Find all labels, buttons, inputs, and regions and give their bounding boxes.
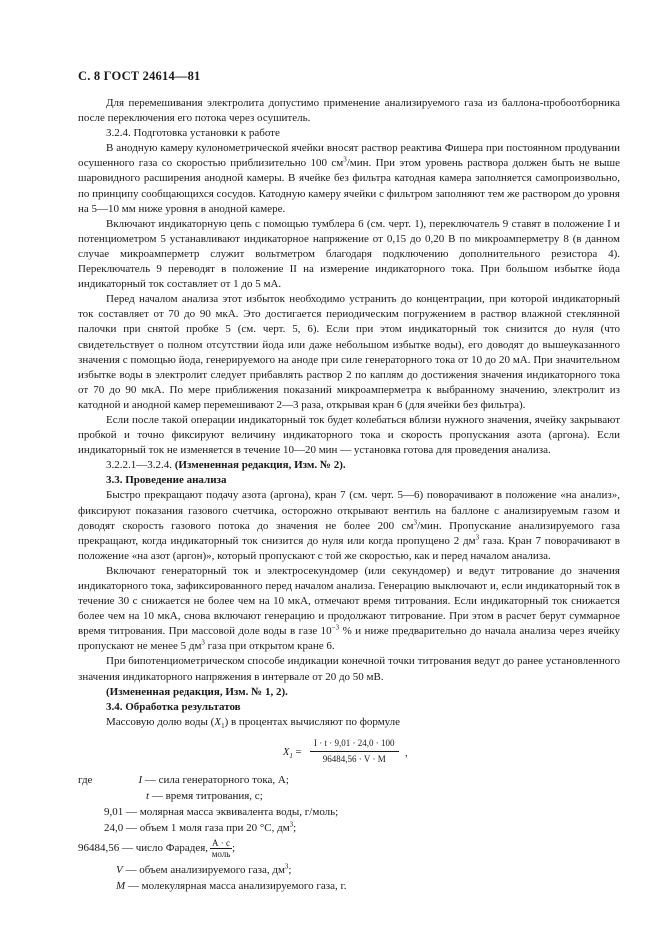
definition-text: ; (293, 821, 297, 834)
definition-row (78, 788, 620, 804)
superscript: 3 (475, 533, 480, 542)
unit-denominator: моль (211, 848, 231, 859)
subscript: 1 (221, 722, 225, 731)
definition-text: — время титрования, с; (149, 789, 263, 802)
text: Включают генераторный ток и электросекундомер (или секундомер) и ведут титрование до значения индикаторного тока, зафиксированного перед началом анализа. Генерацию выключают и, если индикаторный ток в течение 30 с снижается не более чем на 10 мкА, отмечают время титрования. Если индикаторный ток снижается более чем на 10 мкА, снова включают генерацию и продолжают титрование. При этом в расчет берут суммарное время титрования. При массовой доле воды в газе 10 (78, 564, 620, 638)
superscript: −3 (331, 623, 340, 632)
formula-lhs (283, 745, 301, 760)
page-header: С. 8 ГОСТ 24614—81 (78, 69, 201, 83)
formula-subscript: 1 (289, 752, 293, 761)
paragraph: Включают индикаторную цепь с помощью тумблера 6 (см. черт. 1), переключатель 9 ставят в положение I и потенциометром 5 устанавливают индикаторное напряжение от 0,15 до 0,20 В по микроамперметру 8 (в данном случае микроамперметр служит вольтметром благодаря подключению дополнительного резистора 4). Переключатель 9 переводят в положение II на измерение индикаторного тока. При большом избытке йода индикаторный ток составляет от 1 до 5 мА. (78, 217, 620, 291)
text: газа. Кран 7 поворачивают в положение «на азот (аргон)», который пропускают с той же скоростью, как и перед началом анализа. (78, 534, 620, 562)
section-heading-3-3: 3.3. Проведение анализа (106, 474, 227, 487)
definition-text: 96484,56 — число Фарадея, (78, 841, 209, 854)
formula-variable: X (283, 746, 290, 758)
superscript: 3 (289, 820, 294, 829)
section-heading-3-2-4: 3.2.4. Подготовка установки к работе (106, 127, 280, 140)
symbol: t (146, 789, 150, 802)
text: В анодную камеру кулонометрической ячейки вносят раствор реактива Фишера при постоянном продувании осушенного газа со скоростью приблизительно 100 см (78, 142, 620, 170)
definition-row (78, 772, 620, 788)
formula-equals: = (292, 746, 302, 758)
definitions-list (78, 772, 620, 894)
symbol: I (138, 773, 143, 786)
paragraph (78, 488, 620, 563)
superscript: 3 (284, 862, 289, 871)
text: ) в процентах вычисляют по формуле (224, 715, 401, 728)
revision-label: (Измененная редакция, Изм. № 2). (174, 459, 346, 472)
faraday-unit (210, 838, 232, 859)
definition-text: ; (288, 863, 292, 876)
paragraph (78, 715, 620, 730)
paragraph (78, 564, 620, 655)
formula-comma: , (405, 747, 408, 759)
gde-label: где (78, 773, 93, 786)
revision-note (78, 458, 620, 473)
text: /мин. Пропускание анализируемого газа прекращают, когда индикаторный ток снизится до нуля или когда пропущено 2 дм (78, 519, 620, 547)
text: Быстро прекращают подачу азота (аргона), кран 7 (см. черт. 5—6) поворачивают в положение «на анализ», фиксируют показания газового счетчика, осторожно открывают вентиль на баллоне с анализируемым газом и доводят скорость газового потока до значения не более 200 см (78, 489, 620, 532)
formula-fraction (310, 736, 399, 767)
section-heading-3-4: 3.4. Обработка результатов (106, 700, 241, 713)
definition-row (78, 820, 620, 836)
variable: X (214, 715, 222, 728)
definition-row (78, 862, 620, 878)
unit-numerator: А · с (212, 837, 231, 848)
definition-row (78, 878, 620, 894)
formula-denominator: 96484,56 · V · M (322, 754, 386, 765)
formula-numerator: I · t · 9,01 · 24,0 · 100 (310, 736, 399, 752)
text: % и ниже предварительно до начала анализа через ячейку пропускают не менее 5 дм (78, 625, 620, 653)
paragraph: При бипотенциометрическом способе индикации конечной точки титрования ведут до ранее установленного значения индикаторного напряжения в интервале от 20 до 50 мВ. (78, 655, 620, 683)
formula (78, 734, 620, 772)
definition-text: — молекулярная масса анализируемого газа, г. (125, 879, 347, 892)
text: Массовую долю воды ( (106, 715, 215, 728)
symbol: M (116, 879, 126, 892)
paragraph: Для перемешивания электролита допустимо применение анализируемого газа из баллона-пробоотборника после переключения его потока через осушитель. (78, 97, 620, 125)
symbol: V (116, 863, 123, 876)
paragraph (78, 141, 620, 216)
paragraph: Перед началом анализа этот избыток необходимо устранить до концентрации, при которой индикаторный ток составляет от 70 до 90 мкА. Это достигается периодическим погружением в раствор влажной стеклянной палочки при снятой пробке 5 (см. черт. 5, 6). Если при этом индикаторный ток снизится до нуля (что свидетельствует о полном отсутствии йода или даже небольшом избытке воды), его доводят до вышеуказанного значения с помощью йода, генерируемого на аноде при силе генераторного тока от 10 до 20 мА. При значительном избытке воды в электролит следует прибавлять раствор 2 по каплям до достижения значения индикаторного тока от 70 до 90 мкА. По мере приближения показаний микроамперметра к выбранному значению, электролит из катодной и анодной камер перемешивают 2—3 раза, открывая кран 6 (для ячейки без фильтра). (78, 293, 620, 411)
text: /мин. При этом уровень раствора должен быть не выше шаровидного расширения анодной камеры. В ячейке без фильтра катодная камера заполняется самопроизвольно, по принципу сообщающихся сосудов. Катодную камеру ячейки с фильтром заполняют тем же раствором до уровня на 5—10 мм ниже уровня в анодной камере. (78, 157, 621, 215)
paragraph: Если после такой операции индикаторный ток будет колебаться вблизи нужного значения, ячейку закрывают пробкой и точно фиксируют величину индикаторного тока и скорость пропускания азота (аргона). Если индикаторный ток не изменяется в течение 10—20 мин — установка готова для проведения анализа. (78, 413, 620, 457)
document-body (78, 96, 620, 894)
superscript: 3 (413, 517, 418, 526)
text: газа при открытом кране 6. (204, 640, 335, 653)
text: 3.2.2.1—3.2.4. (106, 459, 175, 472)
superscript: 3 (343, 155, 347, 164)
definition-text: — объем анализируемого газа, дм (122, 863, 285, 876)
definition-text: 24,0 — объем 1 моля газа при 20 °С, дм (104, 821, 290, 834)
definition-text: — сила генераторного тока, А; (142, 773, 289, 786)
definition-row (78, 836, 620, 862)
superscript: 3 (201, 638, 205, 647)
definition-row: 9,01 — молярная масса эквивалента воды, г/моль; (104, 805, 339, 818)
revision-label: (Измененная редакция, Изм. № 1, 2). (106, 685, 288, 698)
definition-text: ; (232, 841, 236, 854)
